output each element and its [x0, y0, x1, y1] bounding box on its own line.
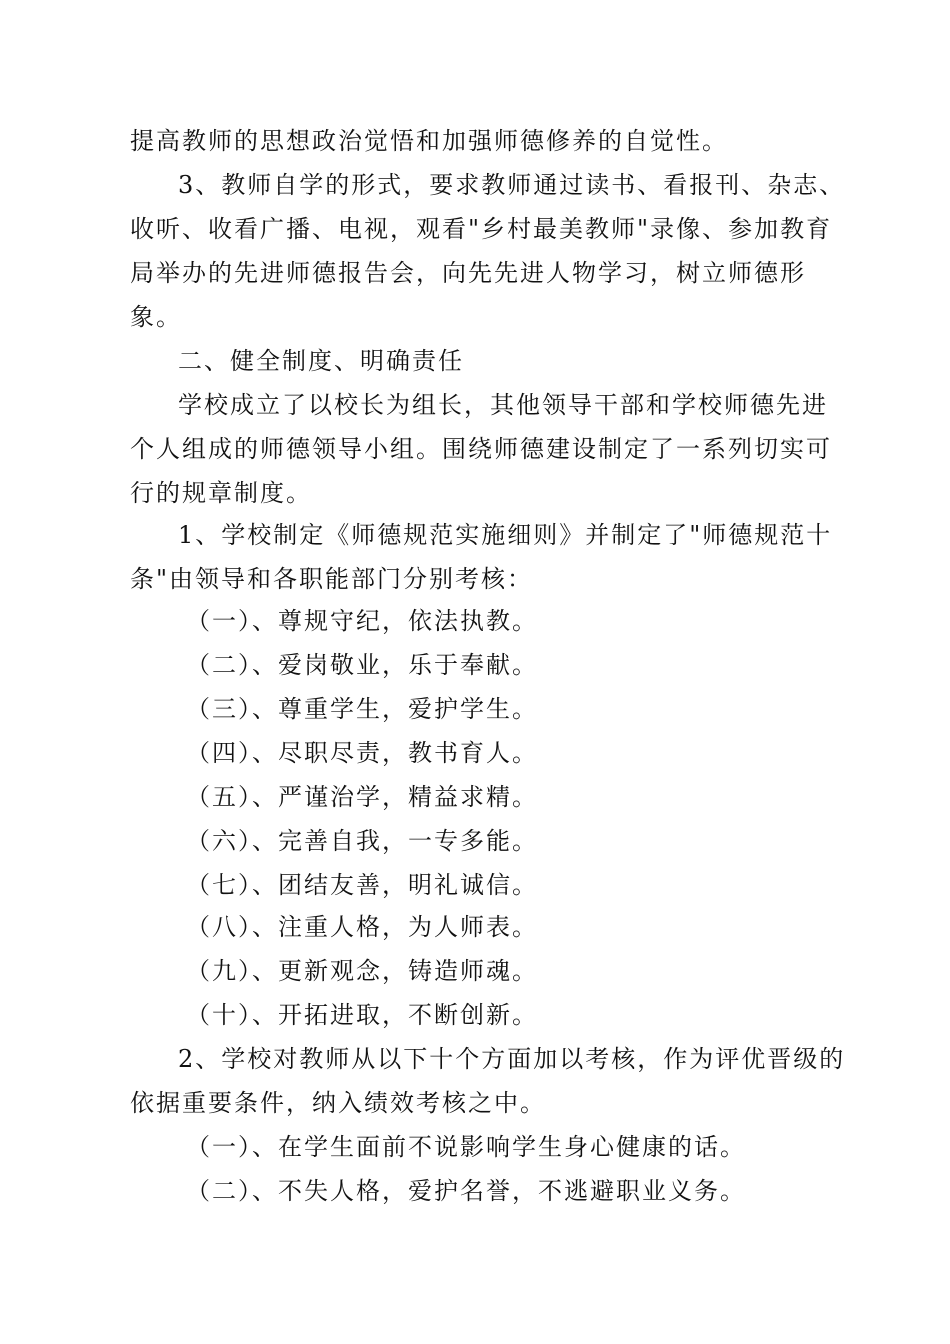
text-line: 局举办的先进师德报告会，向先先进人物学习，树立师德形	[130, 259, 806, 287]
list-item: （二）、爱岗敬业，乐于奉献。	[186, 651, 538, 679]
text-line: 个人组成的师德领导小组。围绕师德建设制定了一系列切实可	[130, 435, 832, 463]
text-line: 收听、收看广播、电视，观看"乡村最美教师"录像、参加教育	[130, 215, 833, 243]
paragraph-start: 学校成立了以校长为组长，其他领导干部和学校师德先进	[178, 391, 828, 419]
text-line: 提高教师的思想政治觉悟和加强师德修养的自觉性。	[130, 127, 728, 155]
list-item: （八）、注重人格，为人师表。	[186, 913, 538, 941]
section-heading: 二、健全制度、明确责任	[178, 347, 464, 375]
list-item: （七）、团结友善，明礼诚信。	[186, 871, 538, 899]
list-item: （六）、完善自我，一专多能。	[186, 827, 538, 855]
paragraph-start: 1、学校制定《师德规范实施细则》并制定了"师德规范十	[178, 521, 833, 549]
list-item: （一）、尊规守纪，依法执教。	[186, 607, 538, 635]
list-item: （十）、开拓进取，不断创新。	[186, 1001, 538, 1029]
paragraph-start: 2、学校对教师从以下十个方面加以考核，作为评优晋级的	[178, 1045, 846, 1073]
list-item: （九）、更新观念，铸造师魂。	[186, 957, 538, 985]
text-line: 象。	[130, 303, 182, 331]
list-item: （五）、严谨治学，精益求精。	[186, 783, 538, 811]
paragraph-start: 3、教师自学的形式，要求教师通过读书、看报刊、杂志、	[178, 171, 846, 199]
list-item: （一）、在学生面前不说影响学生身心健康的话。	[186, 1133, 746, 1161]
list-item: （二）、不失人格，爱护名誉，不逃避职业义务。	[186, 1177, 746, 1205]
list-item: （三）、尊重学生，爱护学生。	[186, 695, 538, 723]
text-line: 依据重要条件，纳入绩效考核之中。	[130, 1089, 546, 1117]
text-line: 行的规章制度。	[130, 479, 312, 507]
text-line: 条"由领导和各职能部门分别考核：	[130, 565, 534, 593]
list-item: （四）、尽职尽责，教书育人。	[186, 739, 538, 767]
